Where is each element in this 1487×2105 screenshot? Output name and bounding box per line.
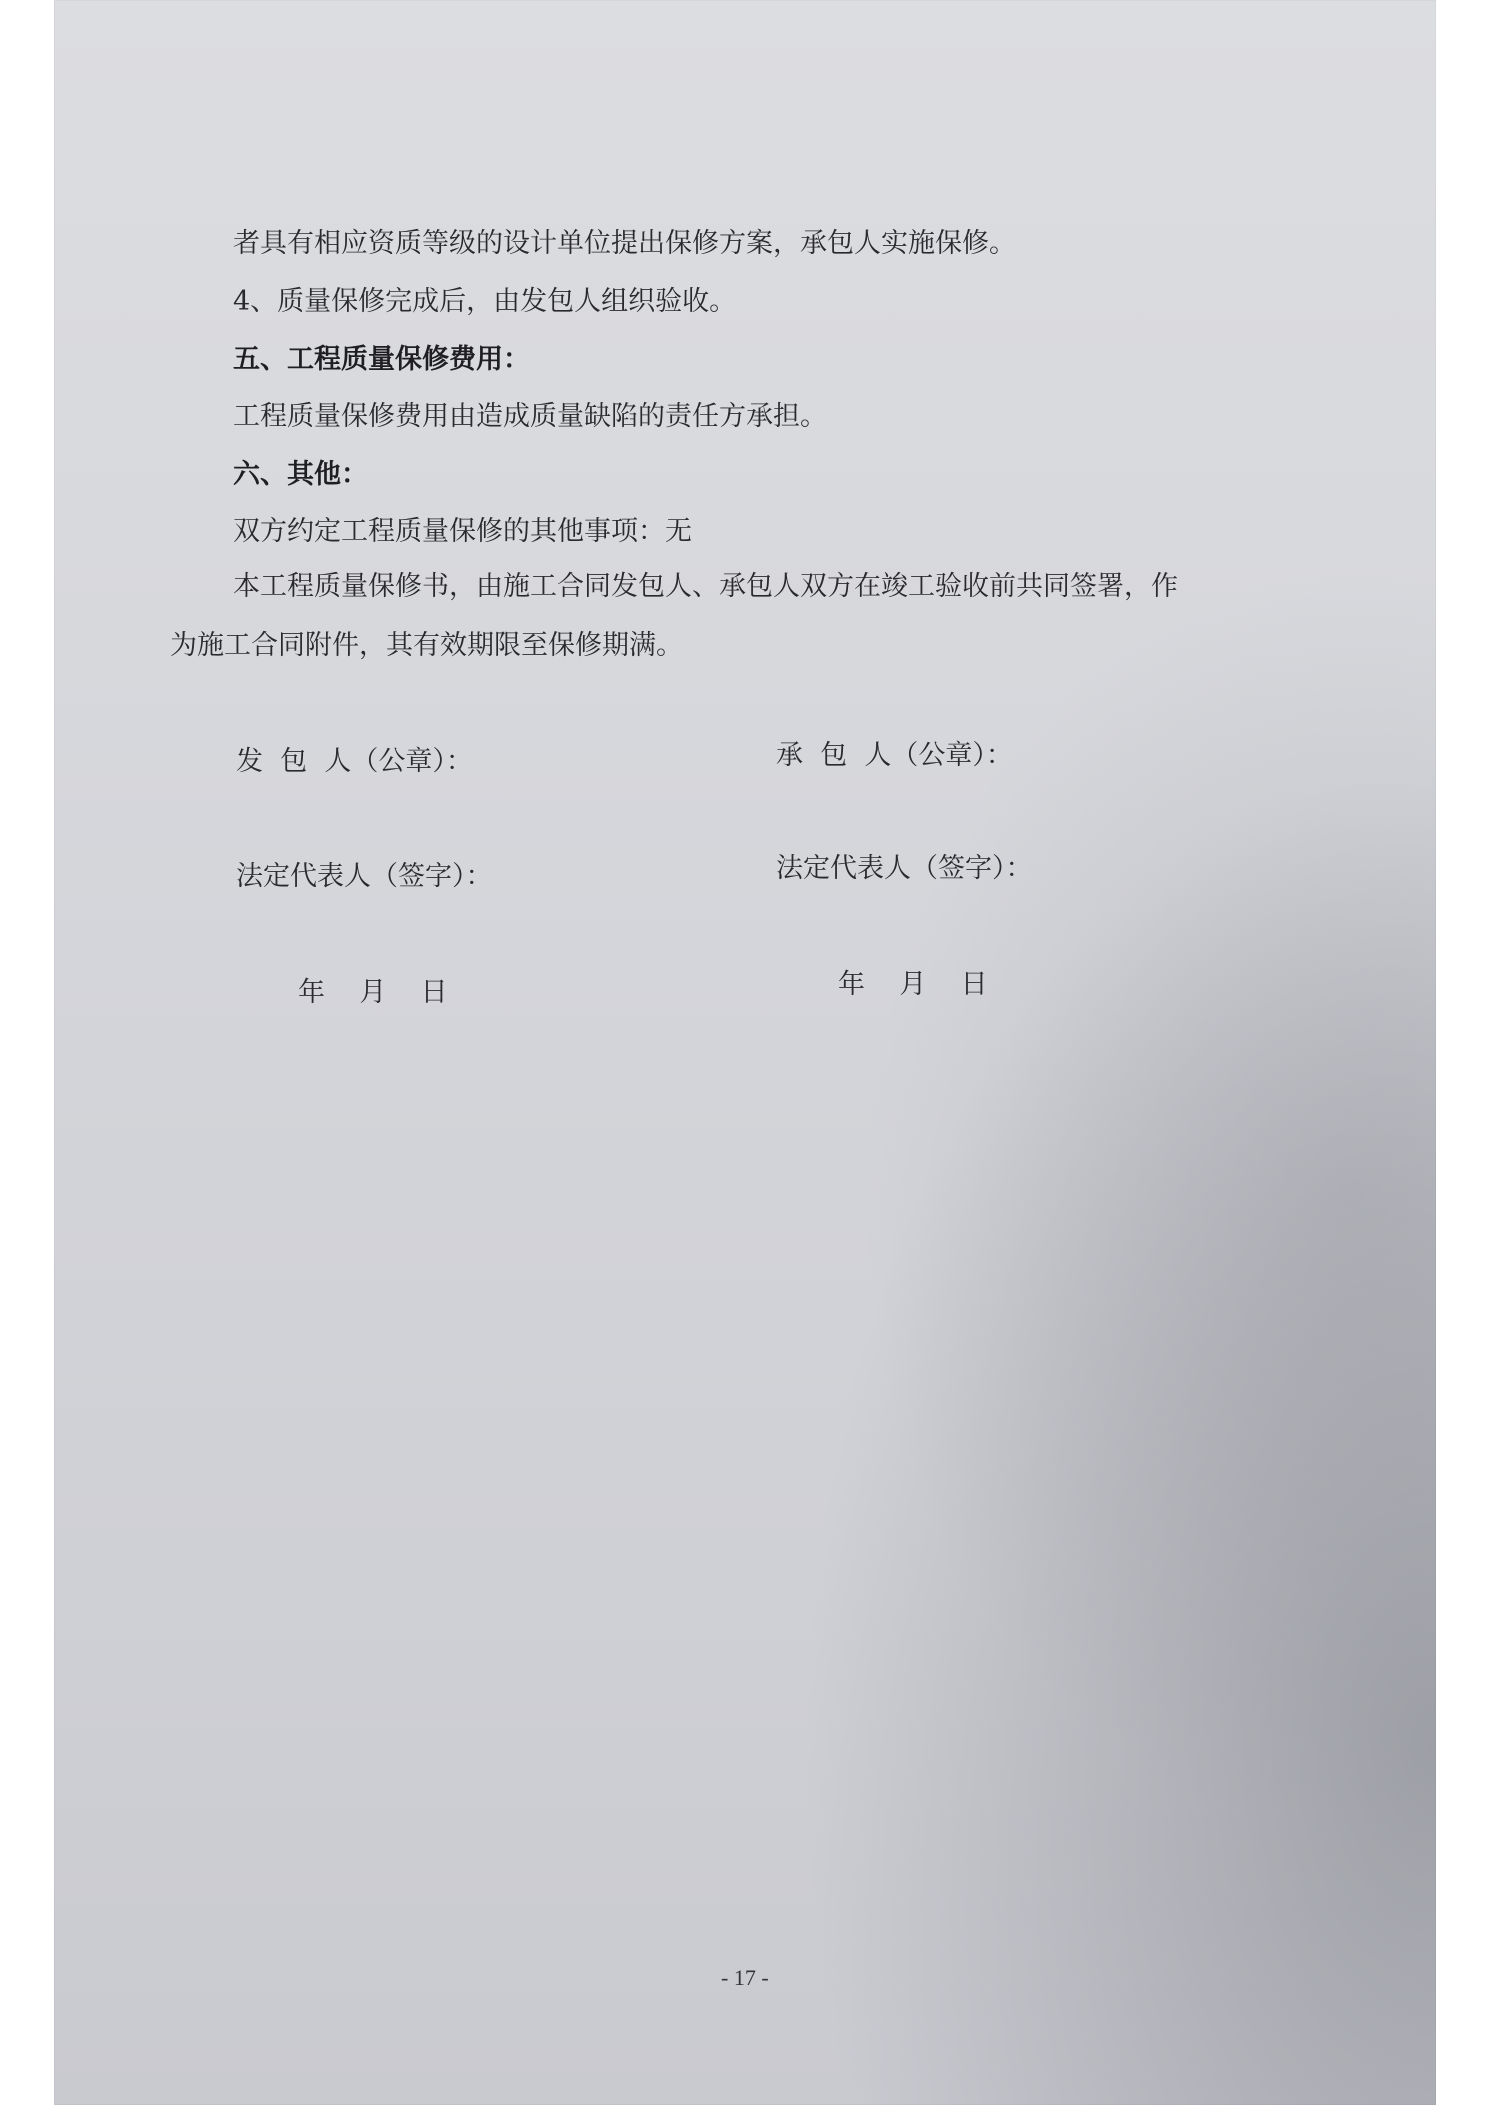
paragraph-repair-plan: 者具有相应资质等级的设计单位提出保修方案，承包人实施保修。 [233, 228, 1016, 259]
paragraph-signing-line-2: 为施工合同附件，其有效期限至保修期满。 [170, 630, 683, 661]
page-number: - 17 - [721, 1965, 769, 1990]
heading-other: 六、其他： [233, 459, 368, 490]
paragraph-signing-line-1: 本工程质量保修书，由施工合同发包人、承包人双方在竣工验收前共同签署，作 [233, 571, 1178, 602]
paragraph-other-matters: 双方约定工程质量保修的其他事项：无 [233, 516, 692, 547]
employer-seal-label: 发 包 人（公章）： [236, 746, 473, 777]
contractor-representative-label: 法定代表人（签字）： [776, 853, 1033, 884]
paragraph-acceptance: 4、质量保修完成后，由发包人组织验收。 [233, 286, 737, 317]
contractor-date: 年 月 日 [838, 969, 988, 1000]
heading-repair-cost: 五、工程质量保修费用： [233, 344, 530, 375]
paragraph-repair-cost: 工程质量保修费用由造成质量缺陷的责任方承担。 [233, 401, 827, 432]
contractor-seal-label: 承 包 人（公章）： [776, 740, 1013, 771]
employer-representative-label: 法定代表人（签字）： [236, 861, 493, 892]
employer-date: 年 月 日 [298, 977, 448, 1008]
paper-sheet [54, 0, 1436, 2105]
